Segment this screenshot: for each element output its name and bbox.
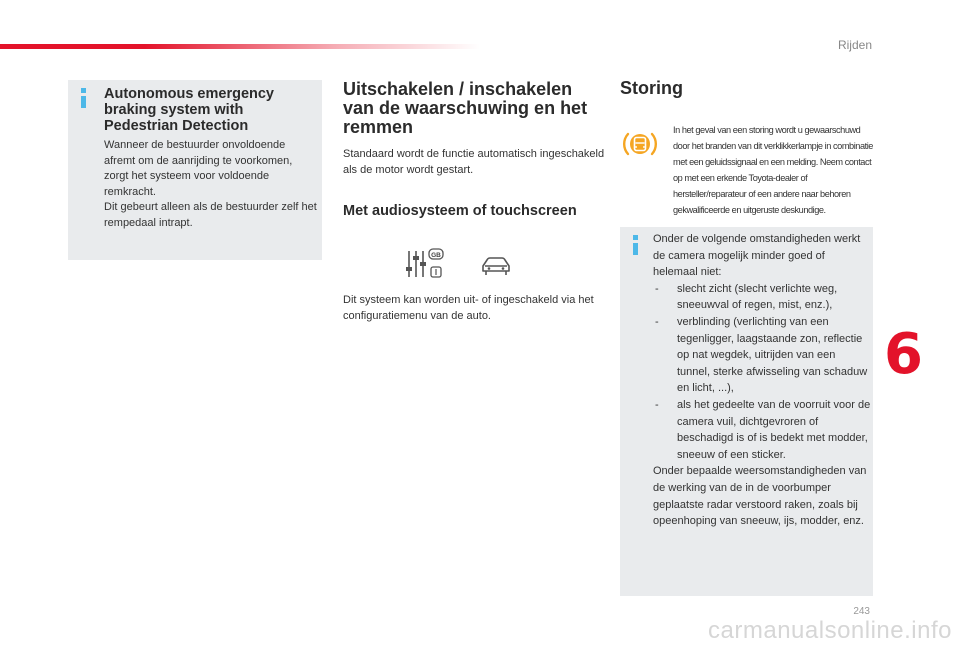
list-item: - verblinding (verlichting van een tegenligger, laagstaande zon, reflectie op nat wegdek, uitrijden van een tunnel, sterke afwisseling van schaduw en licht, ...), [655, 315, 868, 395]
header-accent-bar [0, 44, 480, 49]
camera-info-box [620, 227, 873, 596]
chapter-number: 6 [884, 322, 923, 387]
menu-icons-row [403, 247, 563, 283]
camera-info-body [653, 231, 871, 530]
toggle-section [343, 79, 605, 322]
toggle-title: Uitschakelen / inschakelen van de waarschuwing en het remmen [343, 79, 588, 137]
list-item: - slecht zicht (slecht verlichte weg, sneeuwval of regen, mist, enz.), [655, 282, 838, 312]
list-item-text: slecht zicht (slecht verlichte weg, sneeuwval of regen, mist, enz.), [677, 282, 838, 312]
info-icon [632, 235, 642, 257]
camera-intro: Onder de volgende omstandigheden werkt de camera mogelijk minder goed of helemaal niet: [653, 233, 861, 279]
list-item: - als het gedeelte van de voorruit voor de camera vuil, dichtgevroren of beschadigd is of is bedekt met modder, sneeuw of een sticker. [655, 398, 871, 461]
camera-outro: Onder bepaalde weersomstandigheden van de werking van de in de voorbumper geplaatste radar verstoord raken, zoals bij opeenhoping van sneeuw, ijs, modder, enz. [653, 465, 867, 528]
section-name: Rijden [837, 38, 872, 52]
aebs-text-1: Wanneer de bestuurder onvoldoende afremt om de aanrijding te voorkomen, zorgt het systeem voor voldoende remkracht. [104, 139, 293, 198]
list-item-text: als het gedeelte van de voorruit voor de camera vuil, dichtgevroren of beschadigd is of is bedekt met modder, sneeuw of een sticker. [677, 398, 871, 461]
aebs-text-2: Dit gebeurt alleen als de bestuurder zelf het rempedaal intrapt. [104, 201, 317, 229]
camera-conditions-list [653, 281, 871, 464]
watermark: carmanualsonline.info [708, 617, 952, 644]
car-icon [479, 255, 513, 279]
aebs-info-box [68, 80, 322, 260]
gb-label: GB [431, 252, 441, 259]
audio-touchscreen-subtitle: Met audiosysteem of touchscreen [343, 203, 577, 219]
list-item-text: verblinding (verlichting van een tegenligger, laagstaande zon, reflectie op nat wegdek, uitrijden van een tunnel, sterke afwisseling van schaduw en licht, ...), [677, 315, 868, 395]
settings-sliders-icon [403, 247, 449, 283]
collision-warning-lamp-icon [621, 125, 659, 163]
toggle-outro: Dit systeem kan worden uit- of ingeschakeld via het configuratiemenu van de auto. [343, 294, 594, 322]
page-number: 243 [853, 606, 870, 617]
fault-title: Storing [620, 78, 683, 98]
toggle-intro: Standaard wordt de functie automatisch ingeschakeld als de motor wordt gestart. [343, 148, 605, 176]
aebs-text [104, 138, 318, 231]
info-icon [80, 88, 90, 110]
fault-warning-text: In het geval van een storing wordt u gewaarschuwd door het branden van dit verklikkerlampje in combinatie met een geluidssignaal en een melding. Neem contact op met een erkende Toyota-dealer of hersteller/reparateur of een andere naar behoren gekwalificeerde en uitgeruste deskundige. [673, 125, 873, 215]
aebs-title: Autonomous emergency braking system with Pedestrian Detection [104, 86, 274, 134]
